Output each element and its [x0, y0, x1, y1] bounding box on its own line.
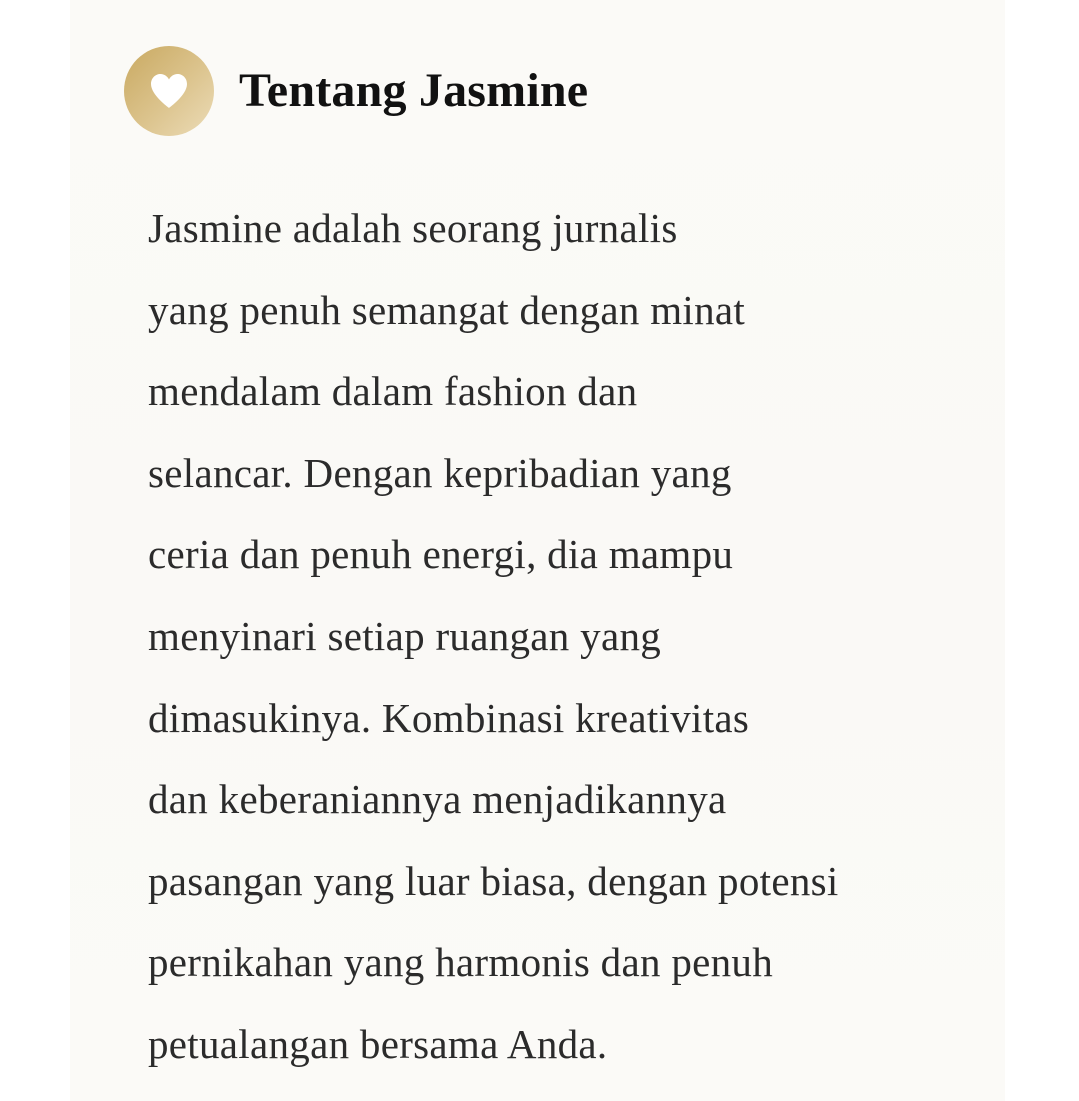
description-line: petualangan bersama Anda.	[148, 1020, 608, 1067]
description-line: mendalam dalam fashion dan	[148, 368, 638, 415]
description-line: pasangan yang luar biasa, dengan potensi	[148, 857, 839, 904]
description-line: dan keberaniannya menjadikannya	[148, 776, 727, 823]
description	[148, 188, 968, 1086]
description-line: menyinari setiap ruangan yang	[148, 612, 662, 659]
description-line: dimasukinya. Kombinasi kreativitas	[148, 694, 750, 741]
section-header	[124, 46, 588, 136]
description-line: yang penuh semangat dengan minat	[148, 286, 746, 333]
description-line: selancar. Dengan kepribadian yang	[148, 449, 732, 496]
description-line: ceria dan penuh energi, dia mampu	[148, 531, 734, 578]
description-line: Jasmine adalah seorang jurnalis	[148, 205, 678, 251]
heart-icon	[149, 73, 189, 109]
section-title: Tentang Jasmine	[239, 64, 589, 117]
heart-badge	[124, 46, 214, 136]
description-line: pernikahan yang harmonis dan penuh	[148, 939, 774, 986]
